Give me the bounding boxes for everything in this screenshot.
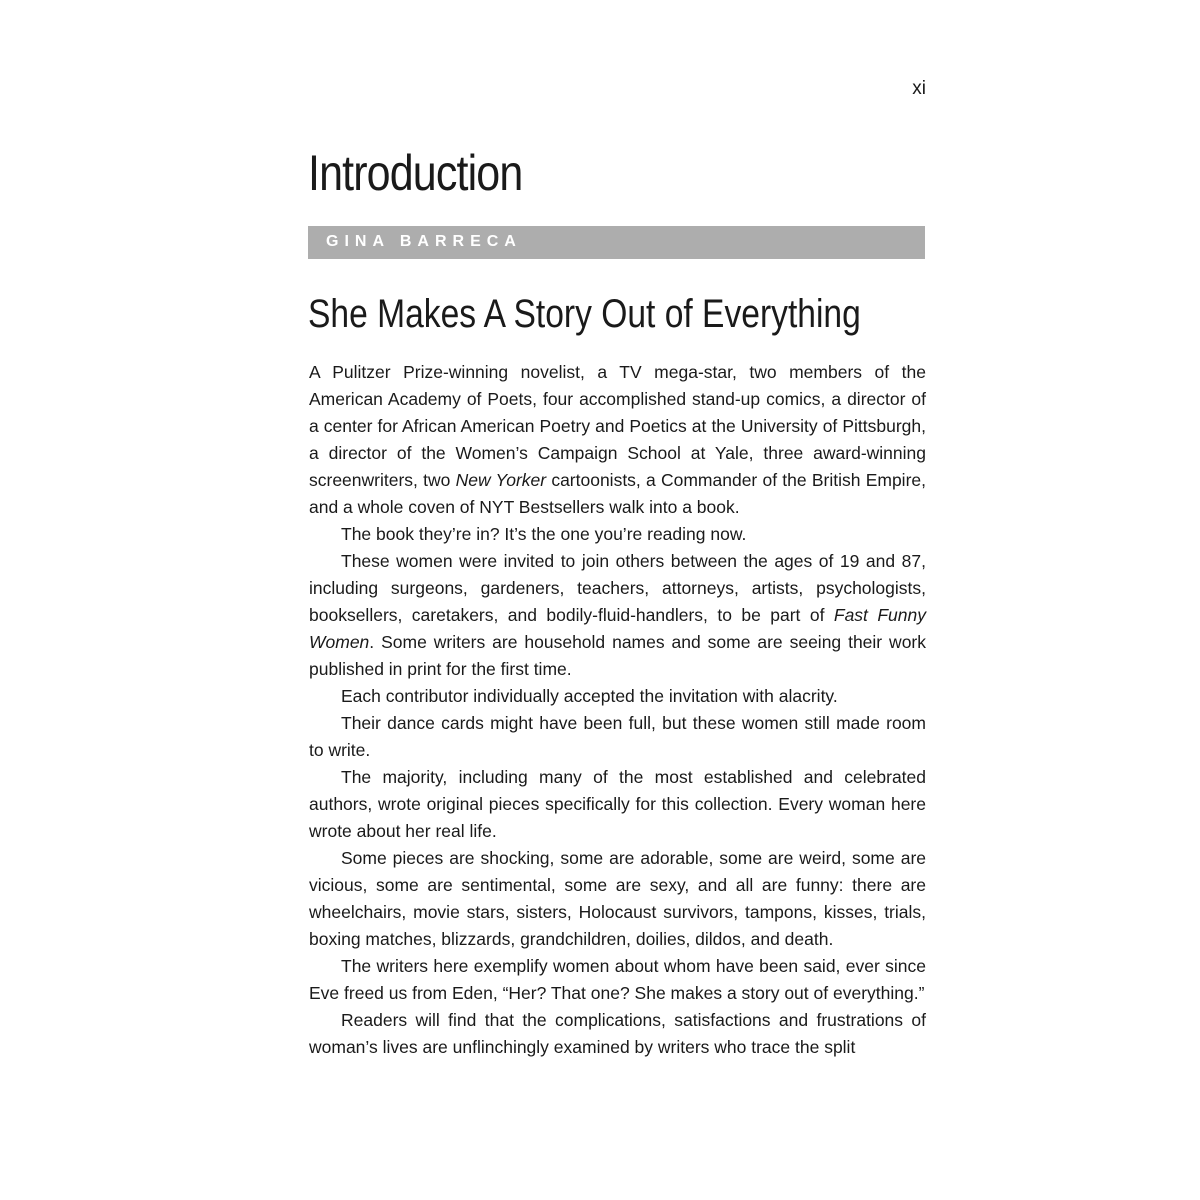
text-segment: Each contributor individually accepted the invitation with alacrity. bbox=[341, 686, 838, 706]
chapter-title: Introduction bbox=[308, 145, 523, 201]
text-segment: cartoonists, a Commander of the British Empire, and a whole coven of NYT Bestsellers walk into a book. bbox=[309, 470, 926, 517]
body-text bbox=[309, 359, 926, 1061]
paragraph bbox=[309, 764, 926, 845]
text-segment: Some pieces are shocking, some are adorable, some are weird, some are vicious, some are sentimental, some are sexy, and all are funny: there are wheelchairs, movie stars, sisters, Holocaust survivors, tampons, kisses, trials, boxing matches, blizzards, grandchildren, doilies, dildos, and death. bbox=[309, 848, 926, 949]
text-segment: The writers here exemplify women about whom have been said, ever since Eve freed us from Eden, “Her? That one? She makes a story out of everything.” bbox=[309, 956, 926, 1003]
author-banner bbox=[308, 226, 925, 259]
text-segment: A Pulitzer Prize-winning novelist, a TV mega-star, two members of the American Academy of Poets, four accomplished stand-up comics, a director of a center for African American Poetry and Poetics at the University of Pittsburgh, a director of the Women’s Campaign School at Yale, three award-winning screenwriters, two bbox=[309, 362, 926, 490]
text-segment: The book they’re in? It’s the one you’re reading now. bbox=[341, 524, 747, 544]
text-segment: These women were invited to join others between the ages of 19 and 87, including surgeons, gardeners, teachers, attorneys, artists, psychologists, booksellers, caretakers, and bodily-fluid-handlers, to be part of bbox=[309, 551, 926, 625]
page-number: xi bbox=[912, 78, 926, 99]
paragraph bbox=[309, 845, 926, 953]
italic-text-segment: Fast Funny Women bbox=[309, 605, 926, 652]
author-name: GINA BARRECA bbox=[326, 233, 522, 250]
text-segment: The majority, including many of the most established and celebrated authors, wrote original pieces specifically for this collection. Every woman here wrote about her real life. bbox=[309, 767, 926, 841]
paragraph bbox=[309, 521, 926, 548]
text-segment: Readers will find that the complications, satisfactions and frustrations of woman’s lives are unflinchingly examined by writers who trace the split bbox=[309, 1010, 926, 1057]
paragraph bbox=[309, 1007, 926, 1061]
paragraph bbox=[309, 359, 926, 521]
section-title: She Makes A Story Out of Everything bbox=[308, 292, 861, 336]
paragraph bbox=[309, 548, 926, 683]
text-segment: . Some writers are household names and some are seeing their work published in print for the first time. bbox=[309, 632, 926, 679]
paragraph bbox=[309, 710, 926, 764]
paragraph bbox=[309, 683, 926, 710]
italic-text-segment: New Yorker bbox=[455, 470, 547, 490]
paragraph bbox=[309, 953, 926, 1007]
text-segment: Their dance cards might have been full, but these women still made room to write. bbox=[309, 713, 926, 760]
